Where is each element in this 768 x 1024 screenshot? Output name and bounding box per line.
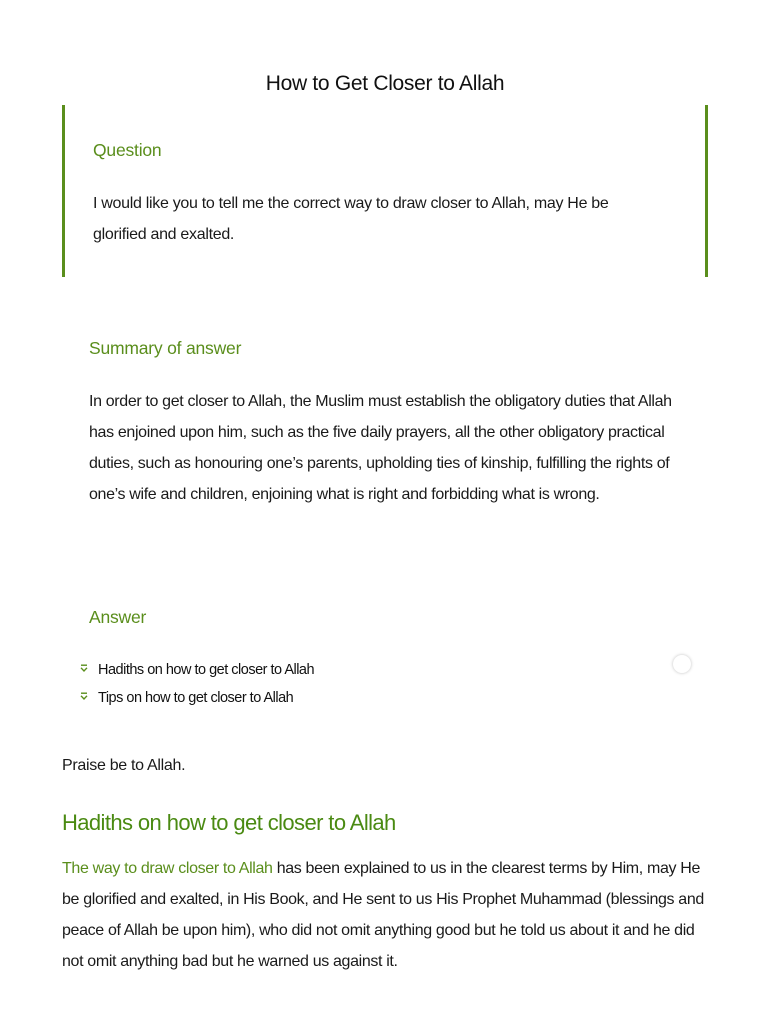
- page-title: How to Get Closer to Allah: [265, 72, 505, 95]
- inline-link[interactable]: The way to draw closer to Allah: [62, 860, 273, 877]
- chevron-down-icon: [78, 664, 90, 676]
- praise-text: Praise be to Allah.: [62, 757, 186, 774]
- toc-item-hadiths[interactable]: [78, 656, 314, 684]
- toggle-knob[interactable]: [673, 655, 691, 673]
- toc-item-tips[interactable]: [78, 684, 314, 712]
- paragraph-text: has been explained to us in the clearest terms by Him, may He be glorified and exalted, in His Book, and He sent to us His Prophet Muhammad (blessings and peace of Allah be upon him), who did not omit anything good but he told us about it and he did not omit anything bad but he warned us against it.: [62, 860, 704, 970]
- summary-text: In order to get closer to Allah, the Muslim must establish the obligatory duties that Allah has enjoined upon him, such as the five daily prayers, all the other obligatory practical duties, such as honouring one’s parents, upholding ties of kinship, fulfilling the rights of one’s wife and children, enjoining what is right and forbidding what is wrong.: [89, 393, 672, 503]
- question-heading: Question: [93, 140, 162, 160]
- section-heading-hadiths: Hadiths on how to get closer to Allah: [62, 810, 396, 835]
- toc-item-label: Hadiths on how to get closer to Allah: [98, 662, 315, 678]
- table-of-contents: [78, 656, 314, 712]
- answer-heading: Answer: [89, 607, 147, 627]
- answer-paragraph: [62, 853, 712, 977]
- toc-item-label: Tips on how to get closer to Allah: [98, 690, 294, 706]
- summary-heading: Summary of answer: [89, 338, 242, 358]
- question-text: I would like you to tell me the correct way to draw closer to Allah, may He be glorified and exalted.: [93, 195, 609, 243]
- question-box: [62, 105, 708, 277]
- chevron-down-icon: [78, 692, 90, 704]
